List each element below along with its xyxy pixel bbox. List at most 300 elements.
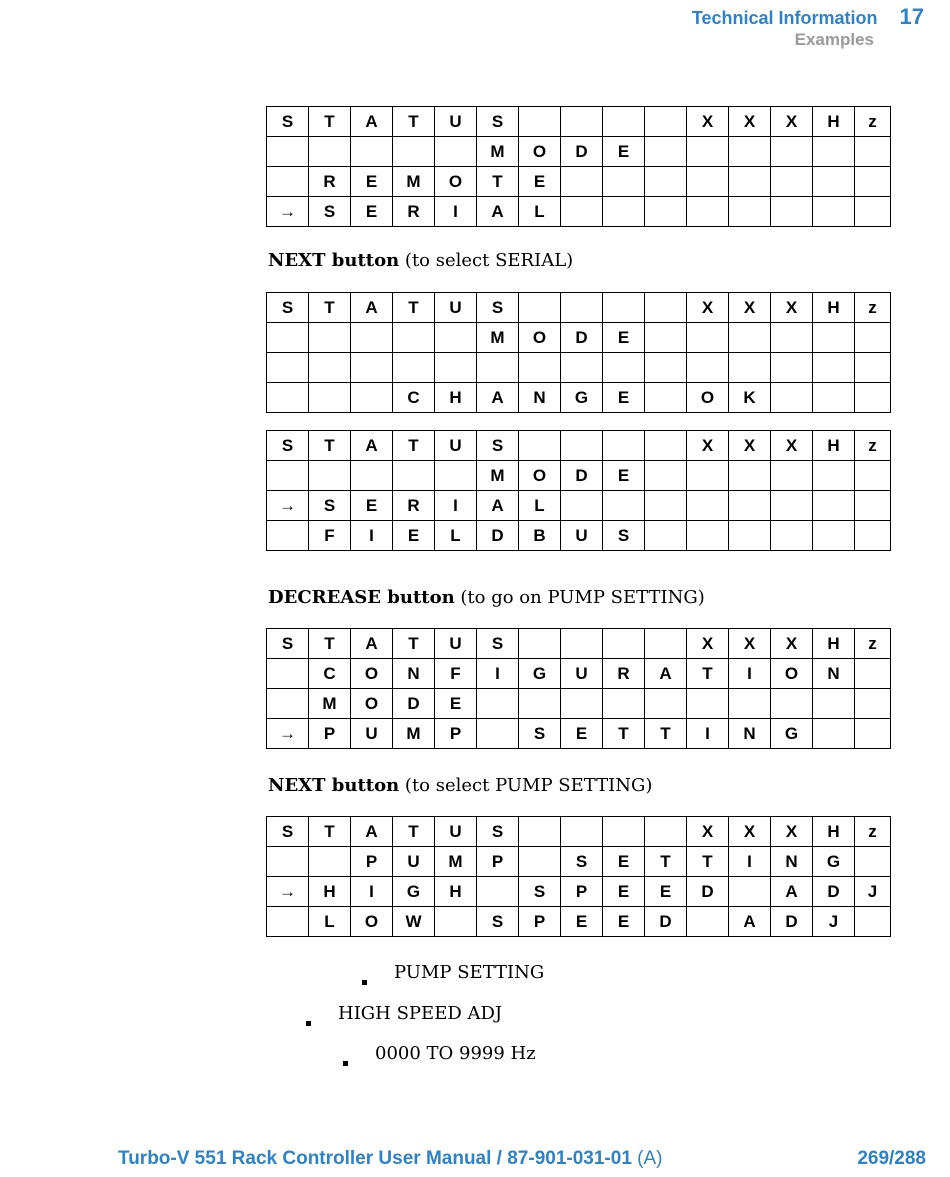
screen-cell	[519, 353, 561, 383]
screen-cell: U	[351, 719, 393, 749]
screen-cell: H	[813, 107, 855, 137]
screen-cell	[771, 689, 813, 719]
screen-cell: J	[813, 907, 855, 937]
screen-cell	[309, 323, 351, 353]
caption-decrease-pump-setting	[268, 587, 705, 608]
screen-cell	[771, 521, 813, 551]
screen-cell	[855, 521, 891, 551]
screen-cell	[729, 137, 771, 167]
screen-row	[267, 907, 891, 937]
screen-cell	[645, 817, 687, 847]
screen-cell: G	[771, 719, 813, 749]
screen-row	[267, 197, 891, 227]
screen-cell: H	[813, 629, 855, 659]
screen-cell	[309, 847, 351, 877]
screen-cell: X	[729, 817, 771, 847]
screen-cell: L	[519, 197, 561, 227]
screen-cell: S	[267, 293, 309, 323]
screen-cell: C	[393, 383, 435, 413]
bullet-item	[362, 962, 544, 983]
screen-cell: S	[561, 847, 603, 877]
screen-cell: H	[309, 877, 351, 907]
screen-cell: H	[813, 293, 855, 323]
screen-cell	[309, 137, 351, 167]
screen-cell: B	[519, 521, 561, 551]
screen-cell: W	[393, 907, 435, 937]
screen-cell: M	[477, 323, 519, 353]
screen-cell: O	[519, 461, 561, 491]
button-name: NEXT button	[268, 775, 400, 796]
screen-cell: →	[267, 877, 309, 907]
screen-cell: R	[393, 197, 435, 227]
screen-cell: U	[435, 629, 477, 659]
screen-cell: I	[351, 521, 393, 551]
screen-cell: D	[561, 137, 603, 167]
screen-cell	[645, 491, 687, 521]
screen-cell	[393, 353, 435, 383]
screen-cell: S	[477, 817, 519, 847]
screen-cell: z	[855, 629, 891, 659]
screen-cell: S	[309, 197, 351, 227]
screen-cell: X	[687, 293, 729, 323]
screen-cell	[729, 197, 771, 227]
bullet-icon	[362, 969, 370, 977]
screen-cell	[393, 323, 435, 353]
screen-cell: S	[519, 719, 561, 749]
screen-cell: H	[435, 383, 477, 413]
screen-cell: F	[309, 521, 351, 551]
bullet-text: PUMP SETTING	[394, 962, 545, 983]
screen-row	[267, 107, 891, 137]
screen-cell: A	[645, 659, 687, 689]
caption-next-select-serial	[268, 250, 573, 271]
screen-cell: X	[771, 817, 813, 847]
screen-cell: I	[435, 491, 477, 521]
screen-cell: R	[603, 659, 645, 689]
screen-row	[267, 293, 891, 323]
screen-cell: U	[561, 521, 603, 551]
screen-cell	[813, 167, 855, 197]
screen-cell: O	[519, 323, 561, 353]
screen-cell: T	[393, 817, 435, 847]
screen-cell: R	[309, 167, 351, 197]
screen-cell	[645, 689, 687, 719]
chapter-number: 17	[899, 4, 924, 29]
screen-cell: z	[855, 817, 891, 847]
screen-cell	[561, 491, 603, 521]
screen-cell	[351, 323, 393, 353]
bullet-icon	[343, 1050, 351, 1058]
screen-cell: T	[393, 107, 435, 137]
screen-cell: z	[855, 293, 891, 323]
screen-cell	[645, 293, 687, 323]
display-screen-configuration	[266, 628, 891, 749]
screen-cell: G	[393, 877, 435, 907]
screen-cell	[435, 907, 477, 937]
screen-cell	[603, 293, 645, 323]
screen-cell: E	[351, 167, 393, 197]
screen-cell	[561, 107, 603, 137]
screen-cell: E	[603, 847, 645, 877]
screen-cell: X	[729, 629, 771, 659]
screen-cell: →	[267, 719, 309, 749]
screen-row	[267, 521, 891, 551]
screen-cell	[687, 323, 729, 353]
screen-cell: I	[687, 719, 729, 749]
screen-row	[267, 817, 891, 847]
screen-cell: S	[519, 877, 561, 907]
screen-cell: P	[561, 877, 603, 907]
screen-cell: L	[519, 491, 561, 521]
screen-cell	[267, 167, 309, 197]
screen-cell: D	[771, 907, 813, 937]
screen-cell: O	[687, 383, 729, 413]
screen-cell	[813, 197, 855, 227]
screen-cell: T	[309, 293, 351, 323]
screen-cell	[645, 167, 687, 197]
screen-cell: E	[603, 907, 645, 937]
bullet-item	[343, 1043, 536, 1064]
screen-cell: T	[687, 659, 729, 689]
screen-cell: T	[309, 107, 351, 137]
screen-cell	[267, 383, 309, 413]
screen-cell: z	[855, 107, 891, 137]
screen-cell	[687, 907, 729, 937]
screen-row	[267, 323, 891, 353]
screen-cell	[813, 461, 855, 491]
screen-cell: T	[645, 719, 687, 749]
section-title: Technical Information	[691, 8, 878, 28]
screen-cell: D	[687, 877, 729, 907]
screen-cell: F	[435, 659, 477, 689]
screen-cell	[687, 521, 729, 551]
screen-cell: E	[603, 383, 645, 413]
screen-cell	[855, 907, 891, 937]
screen-cell: U	[561, 659, 603, 689]
screen-cell	[477, 877, 519, 907]
screen-cell: O	[351, 659, 393, 689]
screen-cell	[645, 137, 687, 167]
screen-cell	[561, 431, 603, 461]
screen-cell	[771, 167, 813, 197]
screen-cell	[561, 353, 603, 383]
screen-cell: T	[309, 817, 351, 847]
screen-row	[267, 383, 891, 413]
screen-cell: T	[687, 847, 729, 877]
screen-cell: E	[603, 323, 645, 353]
screen-cell	[603, 629, 645, 659]
screen-cell	[729, 461, 771, 491]
screen-row	[267, 137, 891, 167]
screen-cell: T	[393, 629, 435, 659]
screen-cell: X	[687, 431, 729, 461]
screen-cell	[855, 137, 891, 167]
screen-row	[267, 659, 891, 689]
screen-cell	[813, 719, 855, 749]
screen-cell: X	[687, 817, 729, 847]
screen-cell: N	[393, 659, 435, 689]
screen-cell: A	[729, 907, 771, 937]
caption-text: (to select SERIAL)	[399, 250, 574, 271]
screen-cell	[771, 197, 813, 227]
screen-row	[267, 431, 891, 461]
screen-cell	[729, 521, 771, 551]
screen-cell: D	[393, 689, 435, 719]
screen-cell: A	[351, 293, 393, 323]
screen-cell: S	[267, 431, 309, 461]
screen-cell: A	[477, 491, 519, 521]
screen-cell	[687, 197, 729, 227]
screen-cell	[645, 353, 687, 383]
screen-cell	[729, 689, 771, 719]
screen-cell: U	[435, 431, 477, 461]
screen-cell	[267, 907, 309, 937]
caption-text: (to select PUMP SETTING)	[399, 775, 653, 796]
screen-cell	[309, 353, 351, 383]
screen-cell: z	[855, 431, 891, 461]
screen-cell: T	[477, 167, 519, 197]
screen-cell: E	[351, 491, 393, 521]
screen-cell: X	[771, 431, 813, 461]
screen-cell	[435, 461, 477, 491]
screen-row	[267, 847, 891, 877]
screen-cell: I	[351, 877, 393, 907]
screen-cell	[519, 431, 561, 461]
screen-cell	[855, 461, 891, 491]
screen-cell: T	[393, 293, 435, 323]
screen-cell	[645, 461, 687, 491]
screen-cell: U	[435, 107, 477, 137]
screen-cell	[813, 353, 855, 383]
screen-cell	[855, 847, 891, 877]
screen-cell: E	[603, 461, 645, 491]
screen-cell: D	[561, 323, 603, 353]
screen-cell	[435, 137, 477, 167]
screen-cell	[519, 817, 561, 847]
screen-cell	[729, 353, 771, 383]
screen-cell	[645, 197, 687, 227]
screen-cell	[603, 107, 645, 137]
screen-cell	[267, 847, 309, 877]
screen-cell	[435, 323, 477, 353]
bullet-item	[306, 1003, 502, 1024]
screen-cell	[351, 353, 393, 383]
screen-cell: A	[351, 817, 393, 847]
caption-next-select-pump-setting	[268, 775, 652, 796]
screen-cell	[687, 689, 729, 719]
screen-row	[267, 167, 891, 197]
screen-cell: O	[351, 689, 393, 719]
screen-cell: O	[435, 167, 477, 197]
screen-cell: P	[519, 907, 561, 937]
display-screen-serial-fieldbus	[266, 430, 891, 551]
screen-cell: →	[267, 197, 309, 227]
screen-cell: P	[435, 719, 477, 749]
screen-cell: N	[519, 383, 561, 413]
screen-cell	[267, 659, 309, 689]
screen-cell	[813, 689, 855, 719]
screen-cell	[351, 383, 393, 413]
screen-cell	[645, 323, 687, 353]
screen-cell	[519, 629, 561, 659]
screen-cell	[855, 167, 891, 197]
screen-cell: E	[603, 877, 645, 907]
screen-cell: X	[771, 107, 813, 137]
screen-cell: H	[435, 877, 477, 907]
screen-row	[267, 719, 891, 749]
screen-cell: →	[267, 491, 309, 521]
screen-cell	[813, 491, 855, 521]
page-header	[692, 4, 924, 50]
bullet-icon	[306, 1010, 314, 1018]
screen-cell	[771, 323, 813, 353]
screen-cell: G	[813, 847, 855, 877]
screen-cell: I	[477, 659, 519, 689]
screen-cell	[729, 877, 771, 907]
screen-cell: X	[771, 293, 813, 323]
screen-cell: X	[729, 107, 771, 137]
screen-cell	[813, 521, 855, 551]
screen-cell	[477, 353, 519, 383]
screen-cell: O	[351, 907, 393, 937]
screen-cell	[645, 383, 687, 413]
manual-title: Turbo-V 551 Rack Controller User Manual / 87-901-031-01	[118, 1148, 632, 1169]
display-screen-pump-setting	[266, 816, 891, 937]
screen-cell: L	[435, 521, 477, 551]
screen-cell: C	[309, 659, 351, 689]
screen-cell	[267, 461, 309, 491]
screen-cell	[309, 383, 351, 413]
screen-cell: S	[267, 629, 309, 659]
screen-cell: N	[813, 659, 855, 689]
screen-cell: R	[393, 491, 435, 521]
screen-cell: A	[351, 107, 393, 137]
screen-cell: M	[393, 167, 435, 197]
screen-cell: P	[351, 847, 393, 877]
button-name: DECREASE button	[268, 587, 455, 608]
screen-cell: L	[309, 907, 351, 937]
screen-cell: S	[477, 293, 519, 323]
screen-cell: M	[435, 847, 477, 877]
screen-cell	[687, 353, 729, 383]
screen-cell: D	[645, 907, 687, 937]
screen-cell: I	[435, 197, 477, 227]
screen-cell: I	[729, 847, 771, 877]
caption-text: (to go on PUMP SETTING)	[454, 587, 705, 608]
screen-cell: E	[561, 719, 603, 749]
screen-cell: O	[519, 137, 561, 167]
page-footer	[118, 1148, 663, 1170]
screen-cell	[561, 817, 603, 847]
screen-cell: S	[267, 107, 309, 137]
screen-cell: D	[561, 461, 603, 491]
screen-row	[267, 353, 891, 383]
screen-cell: P	[477, 847, 519, 877]
screen-row	[267, 491, 891, 521]
screen-cell	[729, 323, 771, 353]
screen-cell: A	[771, 877, 813, 907]
screen-cell: A	[351, 431, 393, 461]
screen-cell	[771, 491, 813, 521]
screen-cell	[771, 353, 813, 383]
screen-cell: I	[729, 659, 771, 689]
screen-cell: X	[729, 293, 771, 323]
screen-cell	[561, 197, 603, 227]
bullet-text: 0000 TO 9999 Hz	[375, 1043, 536, 1064]
screen-cell	[561, 689, 603, 719]
screen-cell: J	[855, 877, 891, 907]
manual-revision: (A)	[631, 1148, 663, 1169]
screen-cell: E	[561, 907, 603, 937]
screen-cell	[309, 461, 351, 491]
screen-cell: X	[729, 431, 771, 461]
screen-cell	[813, 137, 855, 167]
screen-cell: E	[351, 197, 393, 227]
screen-cell: M	[309, 689, 351, 719]
screen-cell: S	[267, 817, 309, 847]
screen-cell	[351, 137, 393, 167]
screen-cell	[603, 817, 645, 847]
screen-cell	[855, 197, 891, 227]
screen-cell: H	[813, 817, 855, 847]
screen-row	[267, 877, 891, 907]
screen-row	[267, 629, 891, 659]
screen-cell: S	[603, 521, 645, 551]
screen-cell	[603, 431, 645, 461]
screen-cell	[645, 521, 687, 551]
screen-cell: O	[771, 659, 813, 689]
screen-cell	[393, 137, 435, 167]
screen-cell	[603, 197, 645, 227]
screen-cell	[267, 323, 309, 353]
screen-cell: E	[519, 167, 561, 197]
screen-cell: K	[729, 383, 771, 413]
screen-cell	[561, 167, 603, 197]
screen-cell: A	[351, 629, 393, 659]
screen-cell: S	[477, 107, 519, 137]
screen-cell	[645, 629, 687, 659]
screen-cell	[561, 293, 603, 323]
screen-cell: T	[645, 847, 687, 877]
screen-cell: D	[477, 521, 519, 551]
screen-cell	[477, 689, 519, 719]
screen-cell: N	[729, 719, 771, 749]
screen-cell: T	[393, 431, 435, 461]
screen-cell: U	[435, 817, 477, 847]
screen-cell: A	[477, 197, 519, 227]
display-screen-remote-serial	[266, 106, 891, 227]
screen-cell	[687, 167, 729, 197]
screen-cell	[729, 491, 771, 521]
screen-cell: N	[771, 847, 813, 877]
screen-cell: H	[813, 431, 855, 461]
screen-cell	[729, 167, 771, 197]
screen-cell	[855, 383, 891, 413]
button-name: NEXT button	[268, 250, 400, 271]
screen-cell	[603, 167, 645, 197]
screen-cell	[393, 461, 435, 491]
screen-cell	[813, 383, 855, 413]
screen-cell: M	[477, 137, 519, 167]
screen-cell: D	[813, 877, 855, 907]
screen-cell: A	[477, 383, 519, 413]
screen-cell	[519, 689, 561, 719]
bullet-text: HIGH SPEED ADJ	[338, 1003, 503, 1024]
screen-cell: U	[393, 847, 435, 877]
screen-cell	[645, 431, 687, 461]
screen-row	[267, 689, 891, 719]
screen-row	[267, 461, 891, 491]
